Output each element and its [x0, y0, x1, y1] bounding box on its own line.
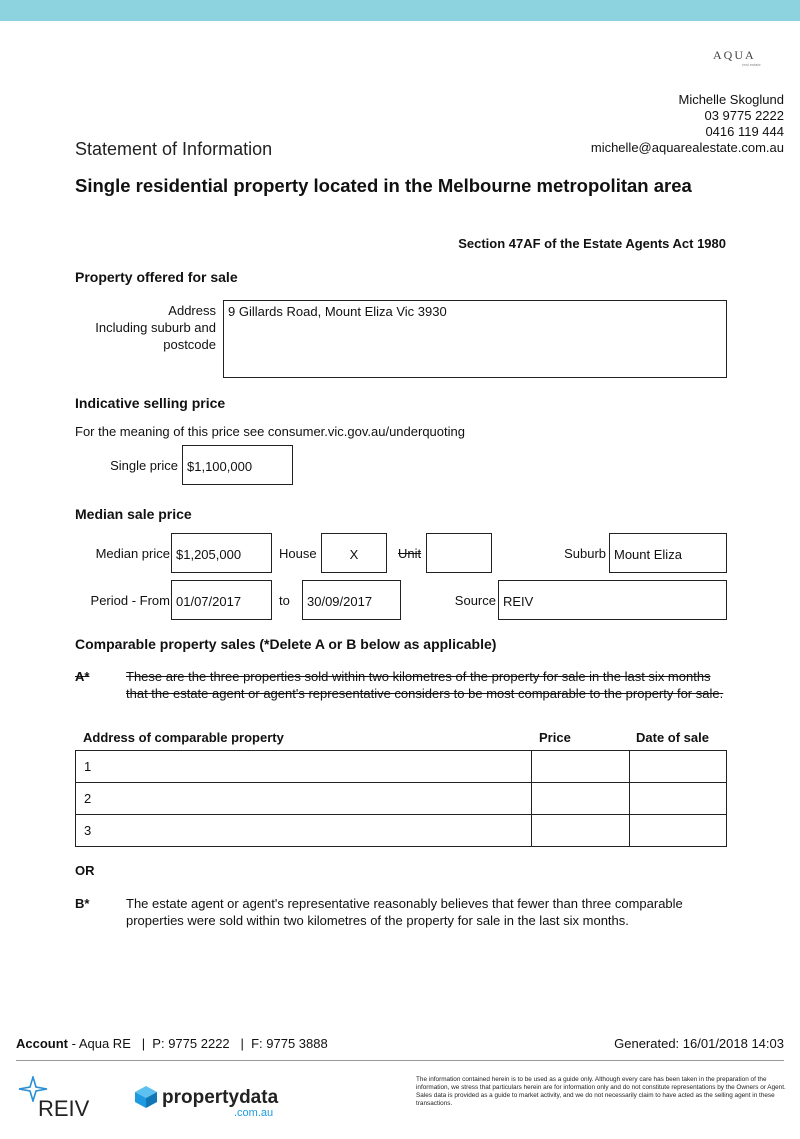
median-price-label: Median price	[95, 546, 170, 561]
suburb-label: Suburb	[564, 546, 606, 561]
disclaimer-text: The information contained herein is to be used as a guide only. Although every care has been taken in the preparation of the information, we stress that particulars herein are for information only and do not constitute representations by the Owners or Agent. Sales data is provided as a guide to market activity, and we do not necessarily claim to have acted as the selling agent in these transactions.	[416, 1076, 786, 1107]
median-price-field[interactable]: $1,205,000	[171, 533, 272, 573]
comparable-table	[75, 750, 727, 847]
reiv-wordmark: REIV	[38, 1096, 90, 1121]
section-title-property: Property offered for sale	[75, 269, 238, 285]
period-to-field[interactable]: 30/09/2017	[302, 580, 401, 620]
row-number[interactable]: 3	[76, 815, 532, 847]
address-field[interactable]: 9 Gillards Road, Mount Eliza Vic 3930	[223, 300, 727, 378]
row-number[interactable]: 1	[76, 751, 532, 783]
table-row	[76, 751, 727, 783]
col-header-price: Price	[539, 730, 571, 745]
source-label: Source	[454, 593, 496, 608]
page-heading: Single residential property located in the Melbourne metropolitan area	[75, 175, 692, 196]
agent-phone-office: 03 9775 2222	[704, 108, 784, 123]
source-field[interactable]: REIV	[498, 580, 727, 620]
table-row	[76, 815, 727, 847]
account-label: Account	[16, 1036, 68, 1051]
address-label-line: Address	[168, 303, 216, 318]
account-details: - Aqua RE | P: 9775 2222 | F: 9775 3888	[68, 1036, 328, 1051]
row-date[interactable]	[630, 815, 727, 847]
section-title-median: Median sale price	[75, 506, 192, 522]
period-from-field[interactable]: 01/07/2017	[171, 580, 272, 620]
agent-contact	[591, 92, 784, 156]
option-b-marker: B*	[75, 896, 90, 911]
row-number[interactable]: 2	[76, 783, 532, 815]
top-color-bar	[0, 0, 800, 21]
suburb-field[interactable]: Mount Eliza	[609, 533, 727, 573]
generated-timestamp: Generated: 16/01/2018 14:03	[614, 1036, 784, 1051]
house-label: House	[279, 546, 317, 561]
aqua-logo: AQUA	[713, 48, 756, 62]
agent-phone-mobile: 0416 119 444	[705, 124, 784, 139]
period-from-label: Period - From	[90, 593, 170, 608]
row-date[interactable]	[630, 751, 727, 783]
act-reference: Section 47AF of the Estate Agents Act 1980	[458, 236, 726, 251]
agent-email[interactable]: michelle@aquarealestate.com.au	[590, 140, 784, 155]
option-a-marker: A*	[75, 669, 90, 684]
address-label-line: Including suburb and	[95, 320, 216, 335]
table-row	[76, 783, 727, 815]
reiv-logo	[18, 1076, 98, 1120]
propertydata-domain: .com.au	[234, 1107, 274, 1119]
row-date[interactable]	[630, 783, 727, 815]
footer-divider	[16, 1060, 784, 1061]
agent-name: Michelle Skoglund	[678, 92, 784, 107]
propertydata-wordmark: propertydata	[162, 1087, 279, 1108]
single-price-field[interactable]: $1,100,000	[182, 445, 293, 485]
section-title-comparable: Comparable property sales (*Delete A or B below as applicable)	[75, 636, 497, 652]
col-header-date: Date of sale	[636, 730, 709, 745]
row-price[interactable]	[532, 783, 630, 815]
period-to-label: to	[279, 593, 290, 608]
option-a-text: These are the three properties sold within two kilometres of the property for sale in the last six months that the estate agent or agent's representative considers to be most comparable to the property for sale.	[126, 669, 724, 701]
row-price[interactable]	[532, 815, 630, 847]
propertydata-logo	[134, 1083, 294, 1123]
single-price-label: Single price	[110, 458, 178, 473]
aqua-logo-subtitle: real estate	[742, 62, 761, 67]
unit-label: Unit	[398, 546, 422, 561]
propertydata-cube-icon	[134, 1085, 158, 1109]
col-header-address: Address of comparable property	[83, 730, 284, 745]
row-price[interactable]	[532, 751, 630, 783]
account-info	[16, 1036, 328, 1051]
or-label: OR	[75, 863, 95, 878]
address-label-line: postcode	[163, 337, 216, 352]
document-title: Statement of Information	[75, 139, 273, 159]
section-title-indicative: Indicative selling price	[75, 395, 226, 411]
unit-field[interactable]	[426, 533, 492, 573]
address-label	[75, 302, 216, 353]
underquoting-note: For the meaning of this price see consumer.vic.gov.au/underquoting	[75, 424, 465, 439]
house-field[interactable]: X	[321, 533, 387, 573]
option-b-text: The estate agent or agent's representative reasonably believes that fewer than three comparable properties were sold within two kilometres of the property for sale in the last six months.	[126, 896, 683, 928]
